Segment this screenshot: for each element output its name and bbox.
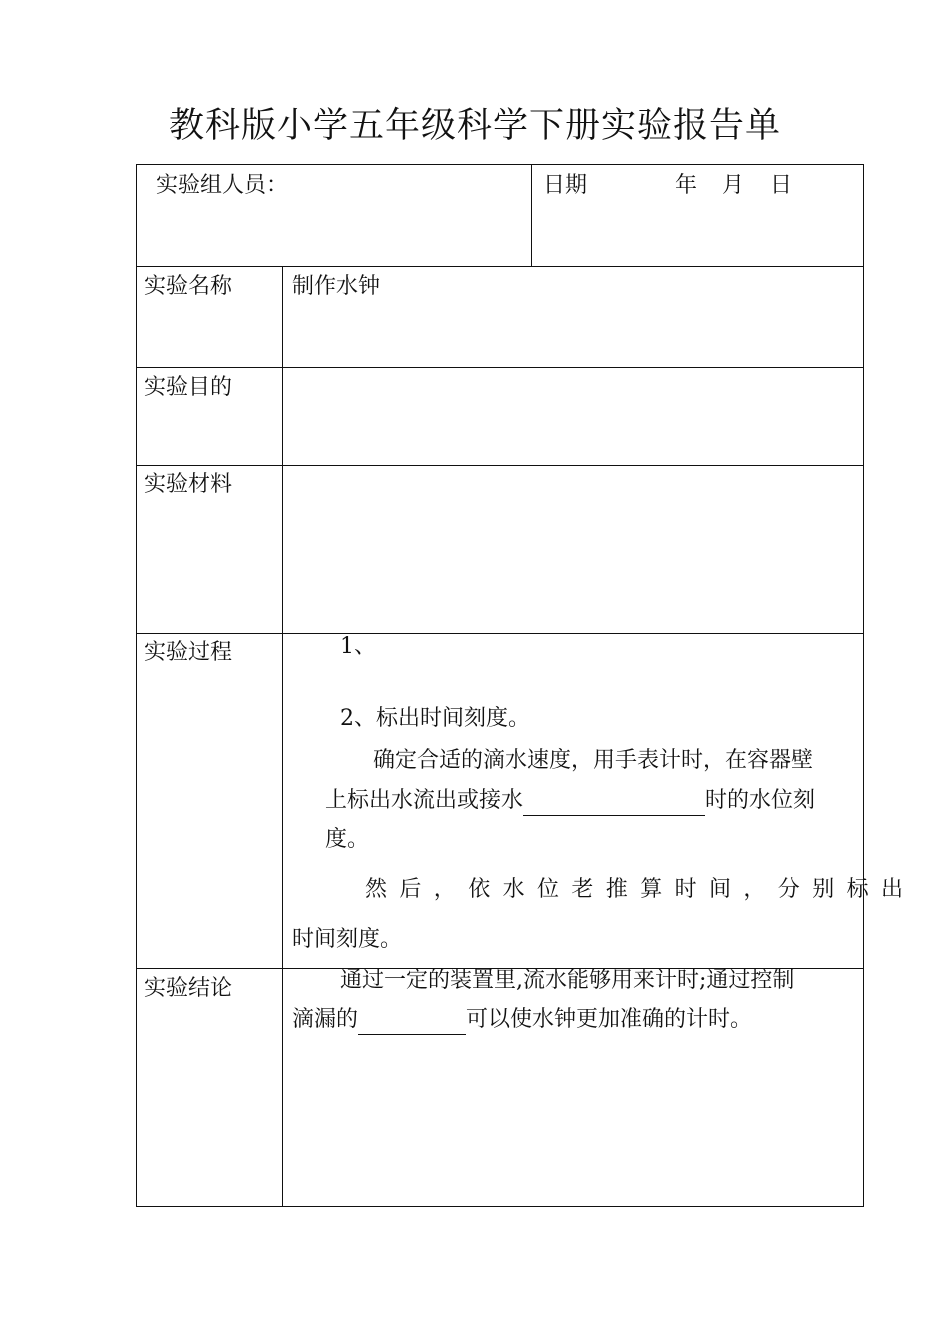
experiment-name-value: 制作水钟 xyxy=(292,274,381,299)
date-year-label: 年 xyxy=(675,173,698,198)
row-divider xyxy=(137,465,863,466)
experiment-name-label: 实验名称 xyxy=(144,274,233,299)
report-table xyxy=(136,164,864,1207)
row-divider xyxy=(137,367,863,368)
row-divider xyxy=(137,633,863,634)
process-paragraph-1-line-3: 度。 xyxy=(325,827,370,852)
experiment-process-label: 实验过程 xyxy=(144,640,233,665)
process-step-2: 2、标出时间刻度。 xyxy=(340,706,530,731)
date-day-label: 日 xyxy=(770,173,793,198)
label-column-divider xyxy=(282,266,283,1206)
process-line-text-after-blank: 时的水位刻 xyxy=(705,788,816,813)
process-step-1: 1、 xyxy=(340,634,376,659)
process-paragraph-1-line-2 xyxy=(325,786,815,816)
process-line-text-before-blank: 上标出水流出或接水 xyxy=(325,788,524,813)
fill-in-blank[interactable] xyxy=(523,789,705,816)
members-label: 实验组人员： xyxy=(156,173,289,198)
conclusion-line-1: 通过一定的装置里,流水能够用来计时;通过控制 xyxy=(340,968,795,993)
page-title: 教科版小学五年级科学下册实验报告单 xyxy=(168,106,781,146)
date-label: 日期 xyxy=(543,173,588,198)
experiment-purpose-label: 实验目的 xyxy=(144,375,233,400)
conclusion-text-after-blank: 可以使水钟更加准确的计时。 xyxy=(466,1007,753,1032)
date-month-label: 月 xyxy=(722,173,745,198)
conclusion-line-2 xyxy=(292,1005,752,1035)
header-column-divider xyxy=(531,165,532,266)
process-paragraph-2-line-2: 时间刻度。 xyxy=(292,927,403,952)
experiment-materials-label: 实验材料 xyxy=(144,472,233,497)
fill-in-blank[interactable] xyxy=(358,1008,466,1035)
process-paragraph-1-line-1: 确定合适的滴水速度，用手表计时，在容器壁 xyxy=(373,748,814,773)
conclusion-text-before-blank: 滴漏的 xyxy=(292,1007,359,1032)
row-divider xyxy=(137,266,863,267)
experiment-conclusion-label: 实验结论 xyxy=(144,976,233,1001)
process-paragraph-2-line-1: 然后，依水位老推算时间，分别标出 xyxy=(365,877,916,902)
